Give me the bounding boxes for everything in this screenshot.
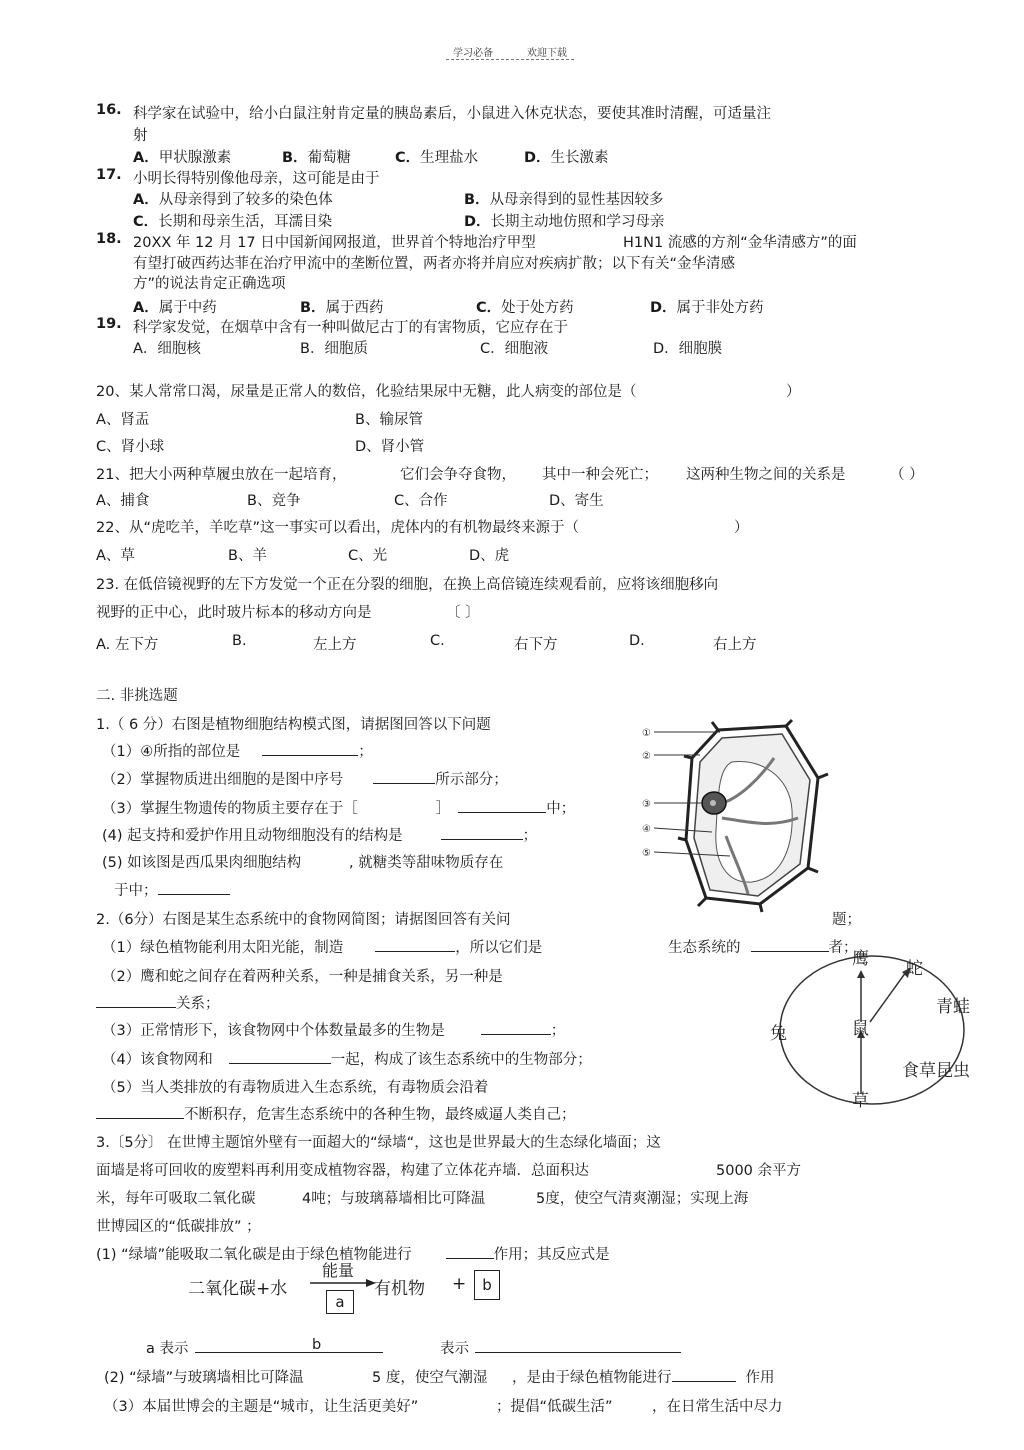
q19-option-a: A．细胞核 <box>133 341 201 357</box>
p3-q1-blank[interactable] <box>446 1246 494 1259</box>
eq-plus: + <box>452 1274 467 1294</box>
q20-stem: 20、某人常常口渴，尿量是正常人的数倍，化验结果尿中无糖，此人病变的部位是（ <box>96 384 637 400</box>
q16-option-a: A．甲状腺激素 <box>133 150 232 166</box>
eq-box-b: b <box>474 1270 500 1300</box>
q22-option-c: C、光 <box>348 548 388 564</box>
q20-option-a: A、肾盂 <box>96 412 150 428</box>
p3-q2b: 5 度，使空气潮湿 <box>372 1370 488 1386</box>
p2-q5: （5）当人类排放的有毒物质进入生态系统，有毒物质会沿着 <box>102 1080 489 1096</box>
q20-option-c: C、肾小球 <box>96 439 165 455</box>
eq-arrow <box>310 1278 376 1288</box>
q19-number: 19. <box>96 316 122 332</box>
q17-option-c: C．长期和母亲生活，耳濡目染 <box>133 214 333 230</box>
q20-option-d: D、肾小管 <box>355 439 425 455</box>
eq-right: 有机物 <box>374 1279 425 1299</box>
q17-stem: 小明长得特别像他母亲，这可能是由于 <box>133 171 380 187</box>
q21-stem-part2: 它们会争夺食物， <box>400 467 516 483</box>
q16-option-c: C．生理盐水 <box>395 150 479 166</box>
p3-q3a: （3）本届世博会的主题是“城市，让生活更美好” <box>104 1399 419 1415</box>
p1-q3: （3）掌握生物遗传的物质主要存在于［ ］ 中； <box>102 801 576 817</box>
plant-cell-diagram <box>640 718 840 913</box>
p1-q1-blank[interactable] <box>262 743 358 756</box>
p1-q4-blank[interactable] <box>441 827 523 840</box>
p3-line1: 3.〔5分〕 在世博主题馆外壁有一面超大的“绿墙“，这也是世界最大的生态绿化墙面；这 <box>96 1135 661 1151</box>
q17-number: 17. <box>96 167 122 183</box>
p3-line3b: 4吨；与玻璃幕墙相比可降温 <box>302 1191 486 1207</box>
q18-stem-line1b: H1N1 流感的方剂“金华清感方”的面 <box>623 235 857 251</box>
q21-option-c: C、合作 <box>394 493 448 509</box>
q22-option-d: D、虎 <box>469 548 510 564</box>
q22-option-b: B、羊 <box>228 548 267 564</box>
q21-stem-part1: 21、把大小两种草履虫放在一起培育， <box>96 467 347 483</box>
q18-option-d: D．属于非处方药 <box>650 300 764 316</box>
p1-q5: (5) 如该图是西瓜果肉细胞结构 <box>102 855 302 871</box>
p2-heading-end: 题； <box>832 912 861 928</box>
eq-condition: 能量 <box>322 1261 355 1280</box>
cell-label-5: ⑤ <box>642 848 651 859</box>
q21-option-a: A、捕食 <box>96 493 150 509</box>
header-divider <box>446 59 574 60</box>
p2-q2-tail: 关系； <box>96 992 220 1013</box>
q23-option-b-key: B. <box>232 633 247 649</box>
q19-option-d: D．细胞膜 <box>653 341 723 357</box>
p2-heading: 2.（6分）右图是某生态系统中的食物网简图；请据图回答有关问 <box>96 912 511 928</box>
p3-q3b: ；提倡“低碳生活” <box>496 1399 613 1415</box>
p1-q1: （1）④所指的部位是 ； <box>102 744 373 760</box>
q21-option-b: B、竞争 <box>247 493 301 509</box>
p1-q5-cont: , 就糖类等甜味物质存在 <box>349 855 504 871</box>
p3-q2-blank[interactable] <box>672 1369 736 1382</box>
p3-q1: (1) “绿墙”能吸取二氧化碳是由于绿色植物能进行 作用；其反应式是 <box>96 1247 610 1263</box>
q18-stem-line1a: 20XX 年 12 月 17 日中国新闻网报道，世界首个特地治疗甲型 <box>133 235 536 251</box>
p1-q4: (4) 起支持和爱护作用且动物细胞没有的结构是 ； <box>102 828 538 844</box>
q23-option-c: 右下方 <box>514 637 558 653</box>
q21-paren: （ ） <box>890 467 924 483</box>
p1-q3-blank[interactable] <box>458 800 546 813</box>
p2-q1: （1）绿色植物能利用太阳光能，制造 ，所以它们是 <box>102 940 543 956</box>
q20-close-paren: ） <box>786 384 801 400</box>
p3-b-show: 表示 <box>440 1337 681 1358</box>
p2-q4-blank[interactable] <box>229 1051 331 1064</box>
q19-option-b: B．细胞质 <box>300 341 368 357</box>
p1-q5-tail: 于中； <box>114 879 230 900</box>
q23-stem-line1: 23. 在低倍镜视野的左下方发觉一个正在分裂的细胞，在换上高倍镜连续观看前，应将该细胞移向 <box>96 577 719 593</box>
p2-q3-blank[interactable] <box>481 1022 551 1035</box>
q23-option-b: 左上方 <box>313 637 357 653</box>
web-mouse: 鼠 <box>852 1019 869 1038</box>
q22-option-a: A、草 <box>96 548 135 564</box>
p2-q2: （2）鹰和蛇之间存在着两种关系，一种是捕食关系，另一种是 <box>102 969 503 985</box>
p3-b-blank[interactable] <box>475 1340 681 1353</box>
header-right: 欢迎下载 <box>527 48 567 59</box>
p3-line2a: 面墙是将可回收的废塑料再利用变成植物容器，构建了立体花卉墙．总面积达 <box>96 1163 589 1179</box>
web-frog: 青蛙 <box>936 997 970 1016</box>
q18-option-b: B．属于西药 <box>300 300 384 316</box>
p2-q1-cont: 生态系统的 者； <box>668 940 858 956</box>
web-snake: 蛇 <box>906 959 923 978</box>
q23-option-d-key: D. <box>629 633 645 649</box>
q23-option-c-key: C. <box>430 633 445 649</box>
q21-stem-part3: 其中一种会死亡； <box>542 467 658 483</box>
q17-option-b: B．从母亲得到的显性基因较多 <box>464 192 664 208</box>
q18-stem-line3: 方”的说法肯定正确选项 <box>133 276 286 292</box>
q16-stem-line2: 射 <box>133 128 148 144</box>
p3-line3a: 米，每年可吸取二氧化碳 <box>96 1191 256 1207</box>
cell-label-3: ③ <box>642 799 651 810</box>
q23-option-d: 右上方 <box>713 637 757 653</box>
q22-stem: 22、从“虎吃羊，羊吃草”这一事实可以看出，虎体内的有机物最终来源于（ <box>96 520 579 536</box>
p3-line3c: 5度，使空气清爽潮湿；实现上海 <box>536 1191 749 1207</box>
web-insect: 食草昆虫 <box>902 1061 970 1080</box>
q18-option-c: C．处于处方药 <box>476 300 574 316</box>
q21-stem-part4: 这两种生物之间的关系是 <box>686 467 846 483</box>
p2-q1-blank-a[interactable] <box>375 939 455 952</box>
p2-q5-blank[interactable] <box>96 1106 184 1119</box>
web-grass: 草 <box>852 1091 869 1110</box>
q22-close-paren: ） <box>734 520 749 536</box>
eq-left: 二氧化碳+水 <box>188 1279 288 1299</box>
q23-option-a: A. 左下方 <box>96 637 159 653</box>
q18-stem-line2: 有望打破西药达菲在治疗甲流中的垄断位置，两者亦将并肩应对疾病扩散；以下有关“金华清感 <box>133 256 736 272</box>
p1-heading: 1.（ 6 分）右图是植物细胞结构模式图，请据图回答以下问题 <box>96 717 491 733</box>
q16-option-b: B．葡萄糖 <box>282 150 352 166</box>
p1-q2: （2）掌握物质进出细胞的是图中序号 所示部分； <box>102 772 508 788</box>
q19-option-c: C．细胞液 <box>480 341 549 357</box>
q16-stem-line1: 科学家在试验中，给小白鼠注射肯定量的胰岛素后，小鼠进入休克状态，要使其准时清醒，可适量注 <box>133 106 771 122</box>
p3-b-label: b <box>312 1337 322 1353</box>
p2-q4: （4）该食物网和 一起，构成了该生态系统中的生物部分； <box>102 1052 592 1068</box>
q23-stem-line2: 视野的正中心，此时玻片标本的移动方向是 <box>96 605 372 621</box>
p2-q5-tail: 不断积存，危害生态系统中的各种生物，最终威逼人类自己； <box>96 1103 576 1124</box>
q17-option-a: A．从母亲得到了较多的染色体 <box>133 192 333 208</box>
q21-option-d: D、寄生 <box>549 493 604 509</box>
p3-q3c: ，在日常生活中尽力 <box>652 1399 783 1415</box>
p1-q5-blank[interactable] <box>158 882 230 895</box>
q23-bracket: 〔 〕 <box>446 605 480 621</box>
cell-label-4: ④ <box>642 824 651 835</box>
q18-number: 18. <box>96 231 122 247</box>
q18-option-a: A．属于中药 <box>133 300 217 316</box>
q20-option-b: B、输尿管 <box>355 412 423 428</box>
header-left: 学习必备 <box>453 48 493 59</box>
web-rabbit: 兔 <box>770 1024 787 1043</box>
q16-option-d: D．生长激素 <box>524 150 609 166</box>
cell-label-1: ① <box>642 728 651 739</box>
p3-a-blank[interactable] <box>195 1340 383 1353</box>
section-title: 二. 非挑选题 <box>96 688 178 704</box>
food-web-diagram <box>766 944 988 1116</box>
cell-label-2: ② <box>642 751 651 762</box>
p1-q2-blank[interactable] <box>373 771 435 784</box>
q19-stem: 科学家发觉，在烟草中含有一种叫做尼古丁的有害物质，它应存在于 <box>133 320 568 336</box>
web-eagle: 鹰 <box>852 949 869 968</box>
p3-q2c: ，是由于绿色植物能进行 作用 <box>512 1370 775 1386</box>
p3-line2b: 5000 余平方 <box>716 1163 802 1179</box>
q16-number: 16. <box>96 102 122 118</box>
p2-q3: （3）正常情形下，该食物网中个体数量最多的生物是 ； <box>102 1023 566 1039</box>
p2-q2-blank[interactable] <box>96 995 176 1008</box>
p3-line4: 世博园区的“低碳排放” ； <box>96 1219 261 1235</box>
q17-option-d: D．长期主动地仿照和学习母亲 <box>464 214 665 230</box>
p3-q2a: (2) “绿墙”与玻璃墙相比可降温 <box>104 1370 304 1386</box>
p3-a-label: a 表示 <box>146 1337 383 1358</box>
eq-box-a: a <box>326 1290 354 1314</box>
